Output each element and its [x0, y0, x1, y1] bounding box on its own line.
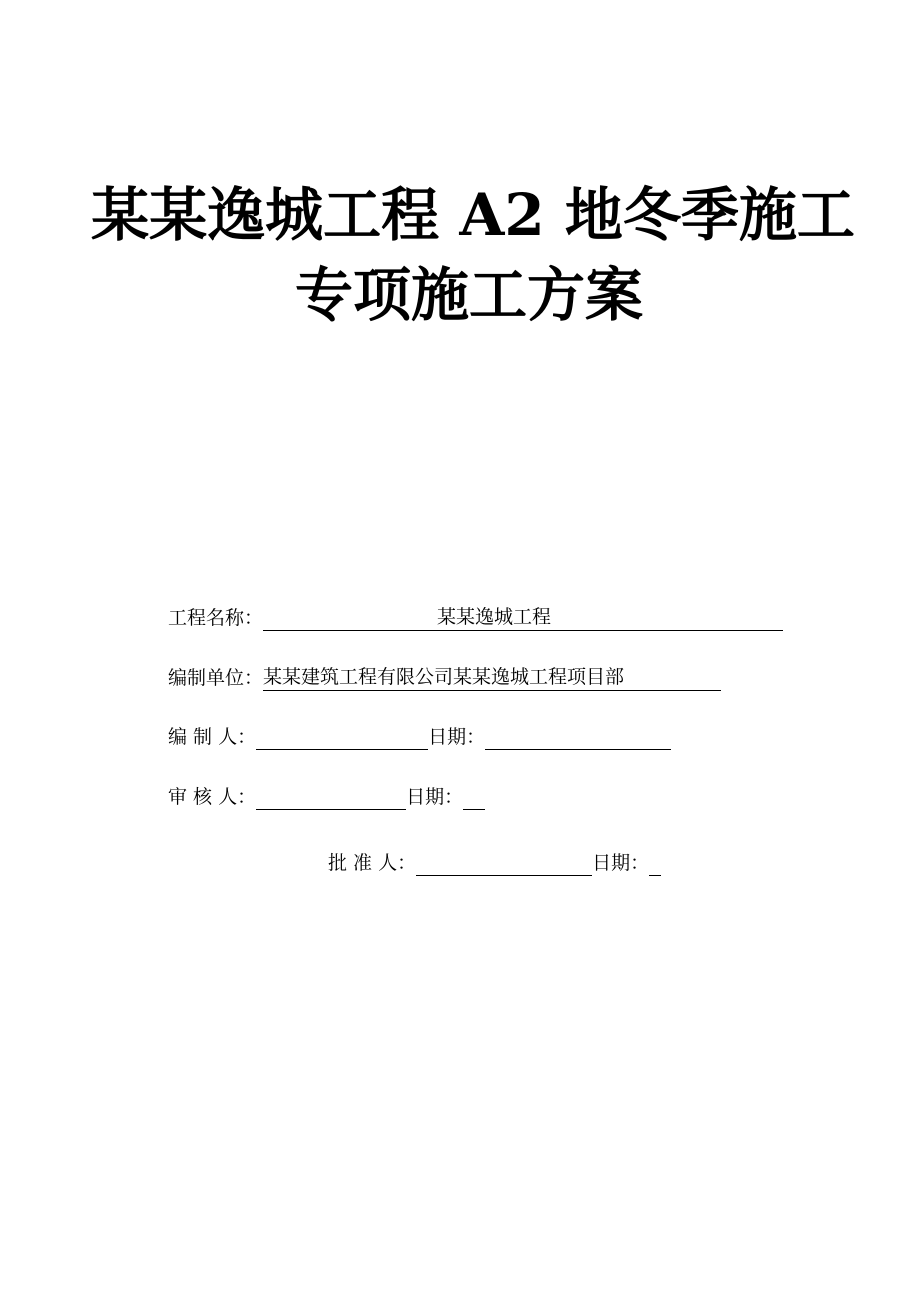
document-title-line-1: 某某逸城工程 A2 地冬季施工	[91, 181, 855, 249]
compiler-unit-label: 编制单位：	[168, 667, 264, 689]
document-title-line-2: 专项施工方案	[294, 261, 643, 329]
compiler-unit-row	[168, 664, 721, 691]
project-name-row	[168, 604, 783, 631]
approver-date-label: 日期：	[592, 852, 650, 874]
compiler-unit-field	[263, 664, 721, 691]
approver-signature-line	[416, 853, 592, 876]
reviewer-row	[168, 784, 485, 810]
reviewer-date-label: 日期：	[406, 786, 464, 808]
compiler-date-line	[485, 727, 671, 750]
compiler-unit-value: 某某建筑工程有限公司某某逸城工程项目部	[263, 666, 625, 688]
compiler-row	[168, 724, 671, 750]
project-name-value: 某某逸城工程	[437, 606, 552, 628]
project-name-field	[263, 604, 783, 631]
approver-date-line	[649, 853, 661, 876]
approver-label: 批 准 人：	[328, 852, 417, 874]
compiler-label: 编 制 人：	[168, 726, 257, 748]
reviewer-signature-line	[256, 787, 406, 810]
approver-row	[328, 850, 661, 876]
reviewer-date-line	[463, 787, 485, 810]
compiler-date-label: 日期：	[428, 726, 486, 748]
project-name-label: 工程名称：	[168, 607, 264, 629]
compiler-signature-line	[256, 727, 428, 750]
reviewer-label: 审 核 人：	[168, 786, 257, 808]
